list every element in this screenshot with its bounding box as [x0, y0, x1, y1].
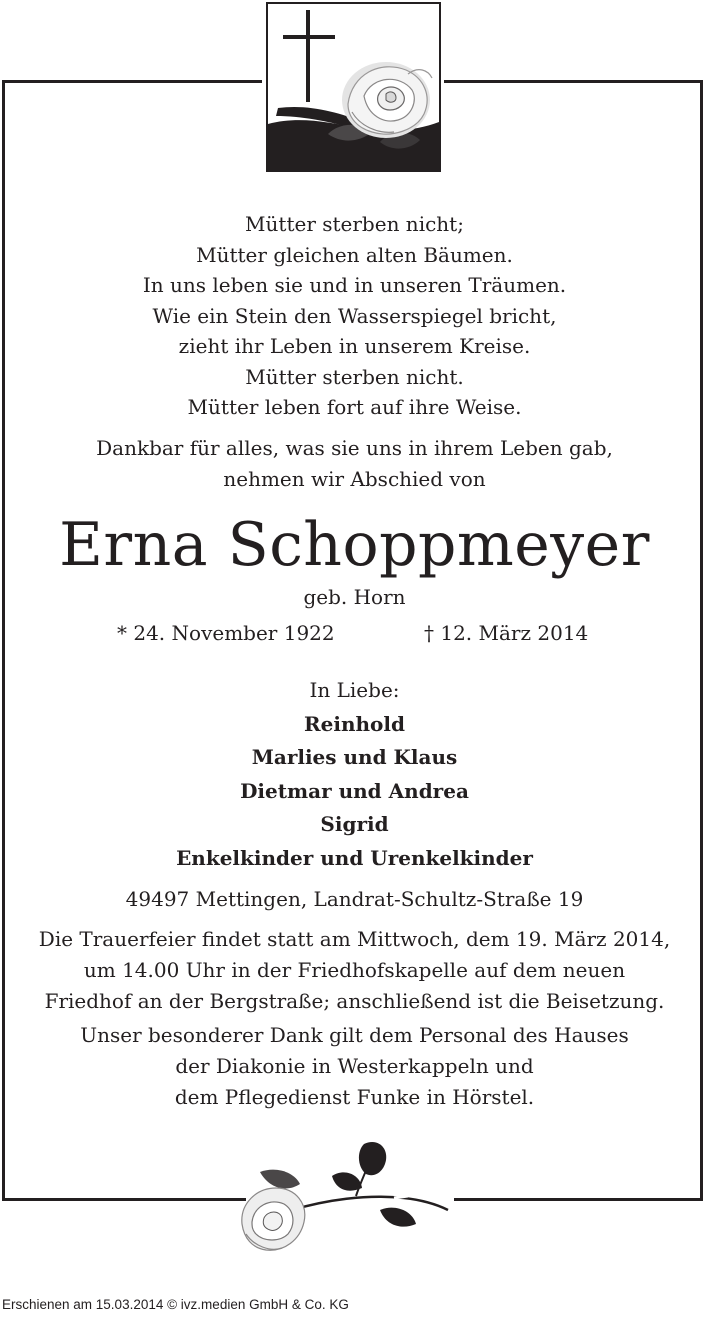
thanks-line: der Diakonie in Westerkappeln und [175, 1054, 534, 1078]
thanks-text [0, 1020, 709, 1113]
rose-icon [236, 1138, 450, 1258]
poem-line: Mütter leben fort auf ihre Weise. [187, 395, 522, 419]
funeral-line: Die Trauerfeier findet statt am Mittwoch, dem 19. März 2014, [38, 927, 671, 951]
mourner-name: Dietmar und Andrea [240, 778, 469, 803]
poem-line: Mütter gleichen alten Bäumen. [196, 242, 513, 267]
deceased-name: Erna Schoppmeyer [59, 510, 650, 580]
mourners [0, 674, 709, 876]
death-date: † 12. März 2014 [424, 621, 589, 645]
mourners-intro: In Liebe: [309, 678, 400, 702]
mourner-name: Enkelkinder und Urenkelkinder [176, 845, 533, 870]
address [0, 884, 709, 915]
poem-line: Wie ein Stein den Wasserspiegel bricht, [152, 303, 557, 328]
farewell-line: Dankbar für alles, was sie uns in ihrem Leben gab, [96, 436, 613, 460]
cross-with-rose-icon [266, 2, 441, 172]
funeral-line: Friedhof an der Bergstraße; anschließend ist die Beisetzung. [44, 989, 665, 1013]
poem-line: In uns leben sie und in unseren Träumen. [142, 273, 567, 297]
poem-line: zieht ihr Leben in unserem Kreise. [178, 334, 531, 358]
thanks-line: dem Pflegedienst Funke in Hörstel. [174, 1085, 535, 1109]
farewell-text [0, 433, 709, 495]
birth-date: * 24. November 1922 [117, 621, 335, 645]
poem-line: Mütter sterben nicht. [245, 364, 464, 389]
funeral-line: um 14.00 Uhr in der Friedhofskapelle auf dem neuen [83, 958, 626, 982]
poem-line: Mütter sterben nicht; [245, 212, 464, 236]
address-line: 49497 Mettingen, Landrat-Schultz-Straße 19 [125, 887, 584, 911]
mourner-name: Marlies und Klaus [251, 745, 458, 770]
thanks-line: Unser besonderer Dank gilt dem Personal des Hauses [80, 1023, 629, 1047]
mourner-name: Sigrid [320, 812, 389, 837]
maiden-name: geb. Horn [303, 585, 406, 609]
poem [0, 209, 709, 423]
publication-credit: Erschienen am 15.03.2014 © ivz.medien GmbH & Co. KG [2, 1297, 349, 1312]
funeral-info [0, 924, 709, 1017]
mourner-name: Reinhold [304, 711, 405, 736]
farewell-line: nehmen wir Abschied von [223, 467, 486, 491]
